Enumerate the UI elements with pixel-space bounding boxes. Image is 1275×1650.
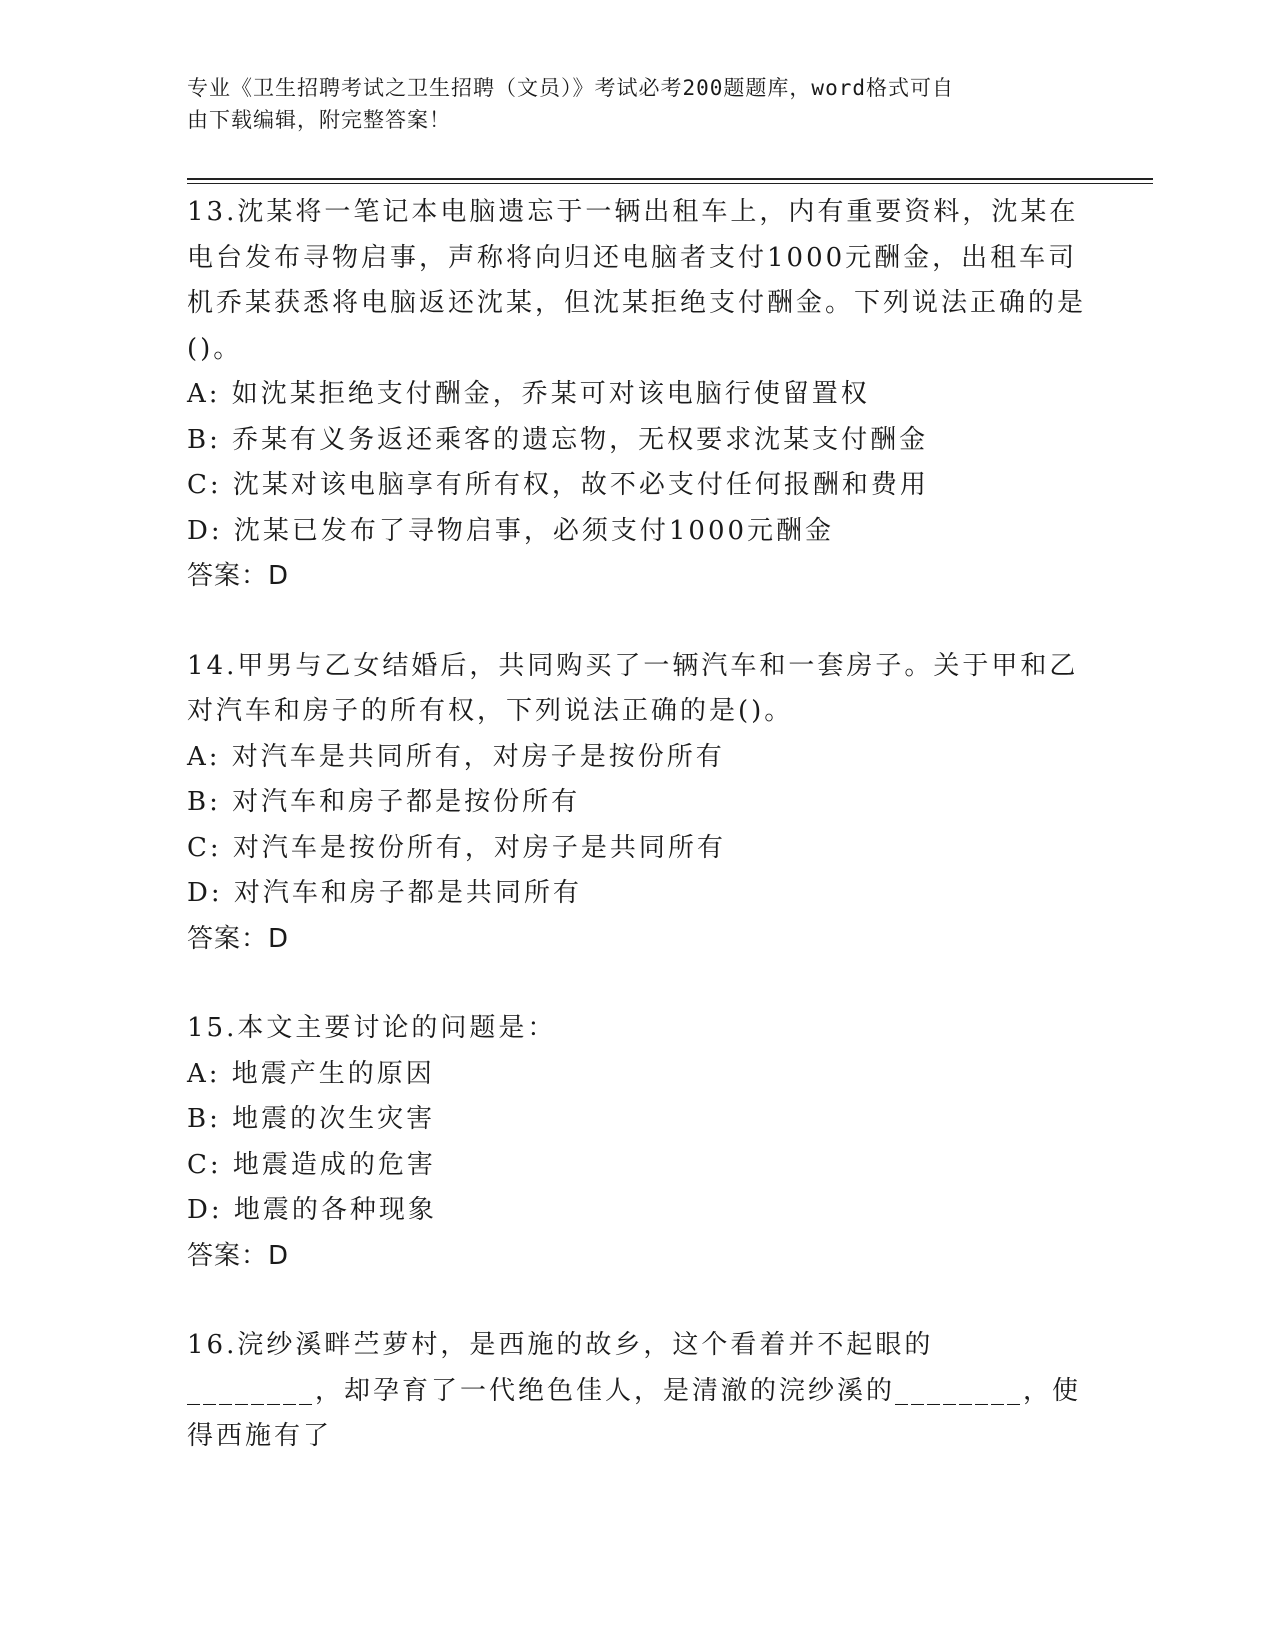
option-d: D: 对汽车和房子都是共同所有 bbox=[187, 878, 582, 908]
question-stem: 14.甲男与乙女结婚后，共同购买了一辆汽车和一套房子。关于甲和乙对汽车和房子的所有权，下列说法正确的是()。 bbox=[187, 650, 1079, 726]
option-d: D: 地震的各种现象 bbox=[187, 1195, 437, 1225]
option-c: C: 对汽车是按份所有，对房子是共同所有 bbox=[187, 832, 726, 863]
option-d: D: 沈某已发布了寻物启事，必须支付1000元酬金 bbox=[187, 515, 835, 546]
header-divider-thick bbox=[187, 178, 1153, 180]
question-15 bbox=[187, 1006, 1087, 1279]
header-divider-thin bbox=[187, 183, 1153, 184]
answer: 答案：D bbox=[187, 561, 290, 591]
option-b: B: 对汽车和房子都是按份所有 bbox=[187, 787, 581, 817]
document-header bbox=[187, 72, 1067, 136]
question-16 bbox=[187, 1323, 1087, 1460]
answer: 答案：D bbox=[187, 1240, 290, 1271]
question-stem: 16.浣纱溪畔苎萝村，是西施的故乡，这个看着并不起眼的________，却孕育了一代绝色佳人，是清澈的浣纱溪的________，使得西施有了 bbox=[187, 1330, 1082, 1451]
question-stem: 15.本文主要讨论的问题是： bbox=[187, 1013, 557, 1043]
answer: 答案：D bbox=[187, 923, 290, 954]
option-b: B: 乔某有义务返还乘客的遗忘物，无权要求沈某支付酬金 bbox=[187, 424, 929, 455]
option-a: A: 对汽车是共同所有，对房子是按份所有 bbox=[187, 741, 725, 772]
option-c: C: 地震造成的危害 bbox=[187, 1149, 436, 1180]
header-line-2: 由下载编辑，附完整答案！ bbox=[187, 108, 451, 132]
option-a: A: 如沈某拒绝支付酬金，乔某可对该电脑行使留置权 bbox=[187, 379, 870, 409]
question-13 bbox=[187, 190, 1087, 600]
option-b: B: 地震的次生灾害 bbox=[187, 1104, 436, 1134]
question-stem: 13.沈某将一笔记本电脑遗忘于一辆出租车上，内有重要资料，沈某在电台发布寻物启事，声称将向归还电脑者支付1000元酬金，出租车司机乔某获悉将电脑返还沈某，但沈某拒绝支付酬金。下列说法正确的是()。 bbox=[187, 197, 1087, 364]
question-list bbox=[187, 190, 1087, 1504]
option-c: C: 沈某对该电脑享有所有权，故不必支付任何报酬和费用 bbox=[187, 470, 929, 500]
option-a: A: 地震产生的原因 bbox=[187, 1058, 435, 1089]
question-14 bbox=[187, 644, 1087, 963]
header-line-1: 专业《卫生招聘考试之卫生招聘（文员）》考试必考200题题库，word格式可自 bbox=[187, 76, 954, 100]
